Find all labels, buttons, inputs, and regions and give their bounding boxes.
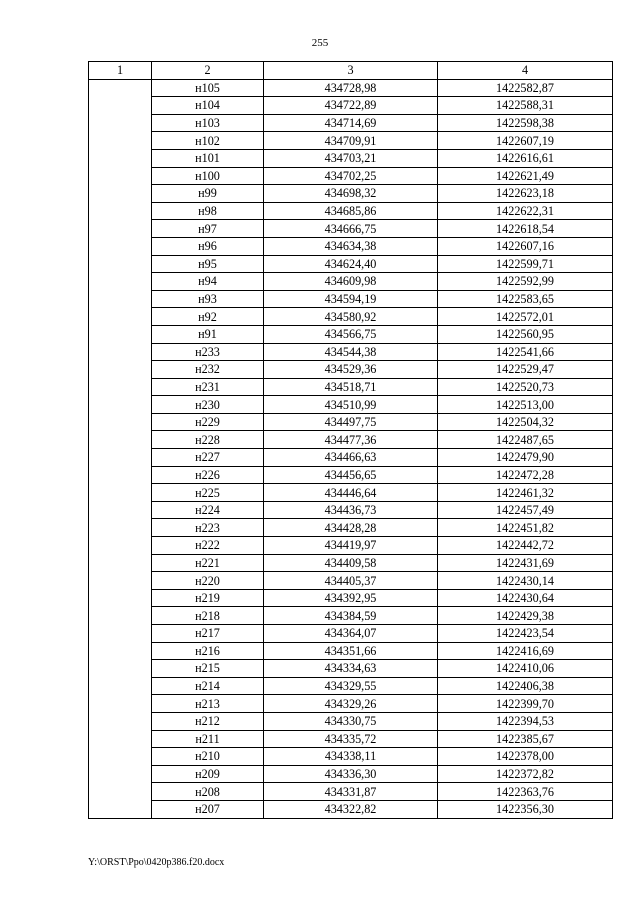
table-row (89, 449, 613, 467)
y-coordinate-cell: 1422385,67 (438, 730, 613, 748)
y-coordinate-cell: 1422416,69 (438, 642, 613, 660)
x-coordinate-cell: 434456,65 (264, 466, 438, 484)
x-coordinate-cell: 434703,21 (264, 149, 438, 167)
point-name-cell: н229 (152, 413, 264, 431)
y-coordinate-cell: 1422592,99 (438, 273, 613, 291)
point-name-cell: н226 (152, 466, 264, 484)
table-row (89, 325, 613, 343)
table-row (89, 378, 613, 396)
table-row (89, 730, 613, 748)
point-name-cell: н233 (152, 343, 264, 361)
point-name-cell: н211 (152, 730, 264, 748)
x-coordinate-cell: 434544,38 (264, 343, 438, 361)
table-row (89, 537, 613, 555)
table-row (89, 484, 613, 502)
point-name-cell: н101 (152, 149, 264, 167)
x-coordinate-cell: 434329,26 (264, 695, 438, 713)
y-coordinate-cell: 1422572,01 (438, 308, 613, 326)
table-row (89, 237, 613, 255)
x-coordinate-cell: 434510,99 (264, 396, 438, 414)
x-coordinate-cell: 434728,98 (264, 79, 438, 97)
x-coordinate-cell: 434409,58 (264, 554, 438, 572)
point-name-cell: н208 (152, 783, 264, 801)
point-name-cell: н98 (152, 202, 264, 220)
table-row (89, 765, 613, 783)
x-coordinate-cell: 434497,75 (264, 413, 438, 431)
y-coordinate-cell: 1422607,19 (438, 132, 613, 150)
column-header: 3 (264, 62, 438, 80)
table-row (89, 554, 613, 572)
table-row (89, 396, 613, 414)
page-number: 255 (311, 37, 329, 49)
point-name-cell: н230 (152, 396, 264, 414)
table-row (89, 413, 613, 431)
point-name-cell: н209 (152, 765, 264, 783)
table-row (89, 712, 613, 730)
table-row (89, 501, 613, 519)
table-row (89, 519, 613, 537)
y-coordinate-cell: 1422623,18 (438, 185, 613, 203)
y-coordinate-cell: 1422442,72 (438, 537, 613, 555)
point-name-cell: н227 (152, 449, 264, 467)
point-name-cell: н218 (152, 607, 264, 625)
y-coordinate-cell: 1422479,90 (438, 449, 613, 467)
table-body (89, 79, 613, 818)
x-coordinate-cell: 434331,87 (264, 783, 438, 801)
point-name-cell: н221 (152, 554, 264, 572)
point-name-cell: н210 (152, 748, 264, 766)
point-name-cell: н97 (152, 220, 264, 238)
x-coordinate-cell: 434392,95 (264, 589, 438, 607)
point-name-cell: н217 (152, 625, 264, 643)
y-coordinate-cell: 1422616,61 (438, 149, 613, 167)
x-coordinate-cell: 434666,75 (264, 220, 438, 238)
y-coordinate-cell: 1422372,82 (438, 765, 613, 783)
point-name-cell: н95 (152, 255, 264, 273)
point-name-cell: н214 (152, 677, 264, 695)
x-coordinate-cell: 434405,37 (264, 572, 438, 590)
point-name-cell: н102 (152, 132, 264, 150)
footer-file-path: Y:\ORST\Ppo\0420p386.f20.docx (88, 857, 225, 868)
x-coordinate-cell: 434446,64 (264, 484, 438, 502)
table-row (89, 273, 613, 291)
y-coordinate-cell: 1422457,49 (438, 501, 613, 519)
x-coordinate-cell: 434384,59 (264, 607, 438, 625)
y-coordinate-cell: 1422598,38 (438, 114, 613, 132)
table-row (89, 149, 613, 167)
table-row (89, 431, 613, 449)
y-coordinate-cell: 1422399,70 (438, 695, 613, 713)
point-name-cell: н94 (152, 273, 264, 291)
x-coordinate-cell: 434518,71 (264, 378, 438, 396)
y-coordinate-cell: 1422599,71 (438, 255, 613, 273)
table-row (89, 185, 613, 203)
table-row (89, 642, 613, 660)
x-coordinate-cell: 434338,11 (264, 748, 438, 766)
point-name-cell: н215 (152, 660, 264, 678)
x-coordinate-cell: 434566,75 (264, 325, 438, 343)
y-coordinate-cell: 1422504,32 (438, 413, 613, 431)
x-coordinate-cell: 434594,19 (264, 290, 438, 308)
point-name-cell: н222 (152, 537, 264, 555)
table-row (89, 255, 613, 273)
table-row (89, 132, 613, 150)
table-row (89, 308, 613, 326)
point-name-cell: н93 (152, 290, 264, 308)
x-coordinate-cell: 434436,73 (264, 501, 438, 519)
x-coordinate-cell: 434529,36 (264, 361, 438, 379)
x-coordinate-cell: 434609,98 (264, 273, 438, 291)
table-row (89, 800, 613, 818)
coordinates-table (88, 61, 613, 819)
point-name-cell: н104 (152, 97, 264, 115)
y-coordinate-cell: 1422423,54 (438, 625, 613, 643)
point-name-cell: н231 (152, 378, 264, 396)
table-row (89, 361, 613, 379)
x-coordinate-cell: 434714,69 (264, 114, 438, 132)
table-cell-merged (89, 79, 152, 818)
point-name-cell: н232 (152, 361, 264, 379)
x-coordinate-cell: 434477,36 (264, 431, 438, 449)
y-coordinate-cell: 1422621,49 (438, 167, 613, 185)
y-coordinate-cell: 1422410,06 (438, 660, 613, 678)
table-row (89, 202, 613, 220)
x-coordinate-cell: 434624,40 (264, 255, 438, 273)
point-name-cell: н228 (152, 431, 264, 449)
x-coordinate-cell: 434419,97 (264, 537, 438, 555)
table-row (89, 677, 613, 695)
point-name-cell: н91 (152, 325, 264, 343)
x-coordinate-cell: 434466,63 (264, 449, 438, 467)
y-coordinate-cell: 1422583,65 (438, 290, 613, 308)
y-coordinate-cell: 1422588,31 (438, 97, 613, 115)
x-coordinate-cell: 434580,92 (264, 308, 438, 326)
y-coordinate-cell: 1422356,30 (438, 800, 613, 818)
point-name-cell: н225 (152, 484, 264, 502)
column-header: 4 (438, 62, 613, 80)
y-coordinate-cell: 1422451,82 (438, 519, 613, 537)
table-row (89, 607, 613, 625)
point-name-cell: н216 (152, 642, 264, 660)
x-coordinate-cell: 434709,91 (264, 132, 438, 150)
point-name-cell: н224 (152, 501, 264, 519)
y-coordinate-cell: 1422431,69 (438, 554, 613, 572)
x-coordinate-cell: 434685,86 (264, 202, 438, 220)
table-row (89, 79, 613, 97)
point-name-cell: н92 (152, 308, 264, 326)
point-name-cell: н220 (152, 572, 264, 590)
table-row (89, 466, 613, 484)
x-coordinate-cell: 434634,38 (264, 237, 438, 255)
y-coordinate-cell: 1422520,73 (438, 378, 613, 396)
table-row (89, 343, 613, 361)
y-coordinate-cell: 1422529,47 (438, 361, 613, 379)
column-header: 1 (89, 62, 152, 80)
x-coordinate-cell: 434702,25 (264, 167, 438, 185)
y-coordinate-cell: 1422618,54 (438, 220, 613, 238)
point-name-cell: н103 (152, 114, 264, 132)
y-coordinate-cell: 1422472,28 (438, 466, 613, 484)
y-coordinate-cell: 1422430,14 (438, 572, 613, 590)
y-coordinate-cell: 1422394,53 (438, 712, 613, 730)
y-coordinate-cell: 1422363,76 (438, 783, 613, 801)
column-header: 2 (152, 62, 264, 80)
table-row (89, 167, 613, 185)
y-coordinate-cell: 1422560,95 (438, 325, 613, 343)
y-coordinate-cell: 1422487,65 (438, 431, 613, 449)
table-row (89, 220, 613, 238)
table-row (89, 748, 613, 766)
table-row (89, 589, 613, 607)
point-name-cell: н219 (152, 589, 264, 607)
table-header-row (89, 62, 613, 80)
x-coordinate-cell: 434330,75 (264, 712, 438, 730)
y-coordinate-cell: 1422461,32 (438, 484, 613, 502)
point-name-cell: н105 (152, 79, 264, 97)
y-coordinate-cell: 1422406,38 (438, 677, 613, 695)
table-row (89, 625, 613, 643)
y-coordinate-cell: 1422622,31 (438, 202, 613, 220)
x-coordinate-cell: 434698,32 (264, 185, 438, 203)
x-coordinate-cell: 434334,63 (264, 660, 438, 678)
table-row (89, 660, 613, 678)
y-coordinate-cell: 1422607,16 (438, 237, 613, 255)
point-name-cell: н213 (152, 695, 264, 713)
table-row (89, 97, 613, 115)
x-coordinate-cell: 434364,07 (264, 625, 438, 643)
point-name-cell: н207 (152, 800, 264, 818)
table-row (89, 290, 613, 308)
point-name-cell: н96 (152, 237, 264, 255)
y-coordinate-cell: 1422582,87 (438, 79, 613, 97)
x-coordinate-cell: 434351,66 (264, 642, 438, 660)
x-coordinate-cell: 434335,72 (264, 730, 438, 748)
x-coordinate-cell: 434722,89 (264, 97, 438, 115)
y-coordinate-cell: 1422378,00 (438, 748, 613, 766)
x-coordinate-cell: 434428,28 (264, 519, 438, 537)
table-row (89, 783, 613, 801)
point-name-cell: н99 (152, 185, 264, 203)
point-name-cell: н100 (152, 167, 264, 185)
x-coordinate-cell: 434322,82 (264, 800, 438, 818)
table-row (89, 695, 613, 713)
y-coordinate-cell: 1422429,38 (438, 607, 613, 625)
table-row (89, 114, 613, 132)
point-name-cell: н212 (152, 712, 264, 730)
table-row (89, 572, 613, 590)
y-coordinate-cell: 1422430,64 (438, 589, 613, 607)
x-coordinate-cell: 434336,30 (264, 765, 438, 783)
point-name-cell: н223 (152, 519, 264, 537)
y-coordinate-cell: 1422541,66 (438, 343, 613, 361)
y-coordinate-cell: 1422513,00 (438, 396, 613, 414)
x-coordinate-cell: 434329,55 (264, 677, 438, 695)
